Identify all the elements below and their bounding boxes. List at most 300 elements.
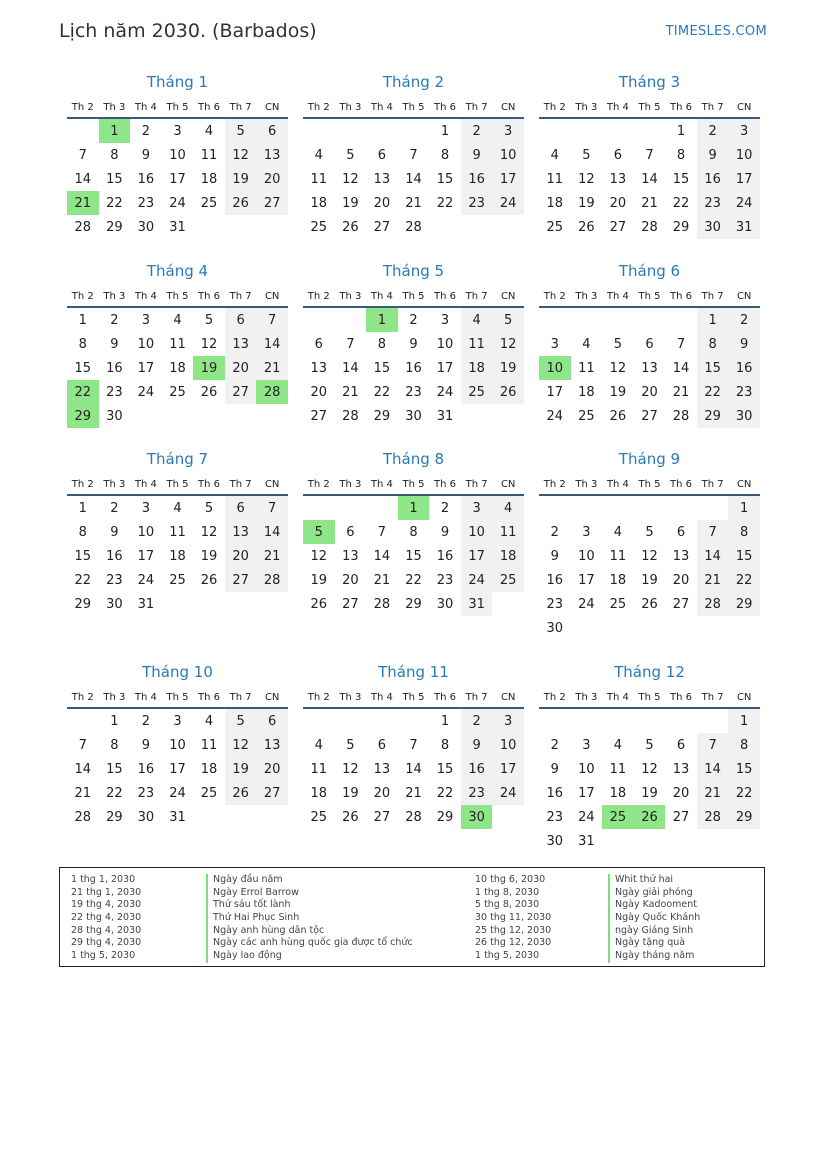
day-cell[interactable]: 7 xyxy=(645,147,654,163)
day-cell[interactable]: 21 xyxy=(74,785,92,801)
day-cell[interactable]: 2 xyxy=(110,500,119,516)
day-cell[interactable]: 7 xyxy=(346,336,355,352)
day-cell[interactable]: 6 xyxy=(377,737,387,753)
day-cell[interactable]: 10 xyxy=(137,336,155,352)
day-cell[interactable]: 30 xyxy=(697,215,729,239)
day-cell[interactable]: 9 xyxy=(728,332,760,356)
day-cell[interactable]: 14 xyxy=(405,761,422,777)
day-cell[interactable]: 12 xyxy=(641,761,658,777)
day-cell[interactable]: 12 xyxy=(225,143,257,167)
day-cell[interactable]: 28 xyxy=(697,592,729,616)
day-cell[interactable]: 2 xyxy=(550,737,559,753)
day-cell[interactable]: 20 xyxy=(225,544,257,568)
day-cell[interactable]: 11 xyxy=(200,737,218,753)
day-cell[interactable]: 1 xyxy=(99,118,131,143)
day-cell[interactable]: 16 xyxy=(436,548,454,564)
day-cell[interactable]: 22 xyxy=(436,785,454,801)
day-cell[interactable]: 26 xyxy=(342,809,359,825)
day-cell[interactable]: 1 xyxy=(366,307,398,332)
day-cell[interactable]: 16 xyxy=(697,167,729,191)
day-cell[interactable]: 25 xyxy=(169,572,186,588)
day-cell[interactable]: 22 xyxy=(728,568,760,592)
day-cell[interactable]: 19 xyxy=(641,785,658,801)
day-cell[interactable]: 10 xyxy=(169,147,186,163)
day-cell[interactable]: 29 xyxy=(106,219,123,235)
day-cell[interactable]: 29 xyxy=(405,596,422,612)
day-cell[interactable]: 7 xyxy=(256,495,288,520)
day-cell[interactable]: 11 xyxy=(169,336,186,352)
day-cell[interactable]: 5 xyxy=(303,520,335,544)
day-cell[interactable]: 22 xyxy=(405,572,422,588)
day-cell[interactable]: 8 xyxy=(78,336,87,352)
day-cell[interactable]: 11 xyxy=(310,761,328,777)
day-cell[interactable]: 31 xyxy=(436,408,454,424)
day-cell[interactable]: 21 xyxy=(373,572,391,588)
day-cell[interactable]: 18 xyxy=(578,384,595,400)
day-cell[interactable]: 23 xyxy=(137,195,155,211)
day-cell[interactable]: 23 xyxy=(728,380,760,404)
day-cell[interactable]: 27 xyxy=(373,809,391,825)
day-cell[interactable]: 26 xyxy=(492,380,524,404)
day-cell[interactable]: 13 xyxy=(225,520,257,544)
day-cell[interactable]: 10 xyxy=(539,356,571,380)
day-cell[interactable]: 3 xyxy=(173,713,182,729)
day-cell[interactable]: 15 xyxy=(436,171,454,187)
day-cell[interactable]: 23 xyxy=(546,596,564,612)
day-cell[interactable]: 5 xyxy=(582,147,591,163)
day-cell[interactable]: 13 xyxy=(641,360,658,376)
day-cell[interactable]: 22 xyxy=(106,785,123,801)
day-cell[interactable]: 17 xyxy=(169,171,186,187)
day-cell[interactable]: 12 xyxy=(609,360,627,376)
day-cell[interactable]: 8 xyxy=(440,147,450,163)
day-cell[interactable]: 23 xyxy=(461,781,493,805)
day-cell[interactable]: 1 xyxy=(440,713,450,729)
day-cell[interactable]: 2 xyxy=(141,713,151,729)
day-cell[interactable]: 9 xyxy=(409,336,418,352)
day-cell[interactable]: 23 xyxy=(697,191,729,215)
day-cell[interactable]: 1 xyxy=(110,713,119,729)
day-cell[interactable]: 22 xyxy=(106,195,123,211)
day-cell[interactable]: 9 xyxy=(697,143,729,167)
day-cell[interactable]: 26 xyxy=(634,805,666,829)
day-cell[interactable]: 10 xyxy=(492,733,524,757)
day-cell[interactable]: 6 xyxy=(377,147,387,163)
day-cell[interactable]: 24 xyxy=(169,195,186,211)
day-cell[interactable]: 8 xyxy=(728,733,760,757)
day-cell[interactable]: 21 xyxy=(672,384,690,400)
day-cell[interactable]: 4 xyxy=(204,123,214,139)
day-cell[interactable]: 28 xyxy=(256,568,288,592)
day-cell[interactable]: 12 xyxy=(342,761,359,777)
day-cell[interactable]: 13 xyxy=(256,143,288,167)
day-cell[interactable]: 7 xyxy=(377,524,387,540)
day-cell[interactable]: 27 xyxy=(609,219,627,235)
day-cell[interactable]: 4 xyxy=(461,307,493,332)
day-cell[interactable]: 25 xyxy=(310,219,328,235)
day-cell[interactable]: 16 xyxy=(728,356,760,380)
day-cell[interactable]: 7 xyxy=(78,147,87,163)
day-cell[interactable]: 11 xyxy=(609,761,627,777)
day-cell[interactable]: 27 xyxy=(256,781,288,805)
day-cell[interactable]: 5 xyxy=(492,307,524,332)
day-cell[interactable]: 23 xyxy=(106,384,123,400)
day-cell[interactable]: 13 xyxy=(225,332,257,356)
day-cell[interactable]: 14 xyxy=(405,171,422,187)
day-cell[interactable]: 13 xyxy=(256,733,288,757)
day-cell[interactable]: 2 xyxy=(110,312,119,328)
day-cell[interactable]: 30 xyxy=(106,596,123,612)
day-cell[interactable]: 3 xyxy=(582,524,591,540)
day-cell[interactable]: 19 xyxy=(609,384,627,400)
day-cell[interactable]: 17 xyxy=(728,167,760,191)
day-cell[interactable]: 2 xyxy=(461,708,493,733)
day-cell[interactable]: 31 xyxy=(169,219,186,235)
day-cell[interactable]: 8 xyxy=(377,336,387,352)
day-cell[interactable]: 15 xyxy=(697,356,729,380)
day-cell[interactable]: 17 xyxy=(578,785,595,801)
day-cell[interactable]: 29 xyxy=(106,809,123,825)
day-cell[interactable]: 6 xyxy=(346,524,355,540)
day-cell[interactable]: 2 xyxy=(550,524,559,540)
day-cell[interactable]: 28 xyxy=(74,219,92,235)
day-cell[interactable]: 31 xyxy=(578,833,595,849)
day-cell[interactable]: 21 xyxy=(256,356,288,380)
day-cell[interactable]: 2 xyxy=(728,307,760,332)
day-cell[interactable]: 9 xyxy=(110,336,119,352)
day-cell[interactable]: 1 xyxy=(440,123,450,139)
day-cell[interactable]: 21 xyxy=(641,195,658,211)
day-cell[interactable]: 14 xyxy=(74,761,92,777)
day-cell[interactable]: 3 xyxy=(582,737,591,753)
day-cell[interactable]: 29 xyxy=(74,596,92,612)
day-cell[interactable]: 15 xyxy=(106,171,123,187)
day-cell[interactable]: 26 xyxy=(200,572,218,588)
day-cell[interactable]: 6 xyxy=(613,147,623,163)
day-cell[interactable]: 29 xyxy=(436,809,454,825)
day-cell[interactable]: 19 xyxy=(225,757,257,781)
day-cell[interactable]: 24 xyxy=(137,384,155,400)
day-cell[interactable]: 14 xyxy=(74,171,92,187)
day-cell[interactable]: 17 xyxy=(137,360,155,376)
day-cell[interactable]: 9 xyxy=(550,548,559,564)
day-cell[interactable]: 18 xyxy=(310,785,328,801)
day-cell[interactable]: 23 xyxy=(546,809,564,825)
day-cell[interactable]: 13 xyxy=(342,548,359,564)
day-cell[interactable]: 24 xyxy=(728,191,760,215)
day-cell[interactable]: 1 xyxy=(398,495,430,520)
day-cell[interactable]: 28 xyxy=(405,219,422,235)
day-cell[interactable]: 21 xyxy=(405,785,422,801)
day-cell[interactable]: 4 xyxy=(550,147,559,163)
day-cell[interactable]: 28 xyxy=(342,408,359,424)
day-cell[interactable]: 17 xyxy=(546,384,564,400)
day-cell[interactable]: 2 xyxy=(697,118,729,143)
day-cell[interactable]: 21 xyxy=(405,195,422,211)
day-cell[interactable]: 18 xyxy=(546,195,564,211)
day-cell[interactable]: 27 xyxy=(256,191,288,215)
day-cell[interactable]: 4 xyxy=(173,312,182,328)
day-cell[interactable]: 16 xyxy=(546,572,564,588)
day-cell[interactable]: 19 xyxy=(200,548,218,564)
day-cell[interactable]: 8 xyxy=(676,147,686,163)
day-cell[interactable]: 29 xyxy=(728,805,760,829)
day-cell[interactable]: 24 xyxy=(492,781,524,805)
day-cell[interactable]: 17 xyxy=(436,360,454,376)
day-cell[interactable]: 11 xyxy=(546,171,564,187)
day-cell[interactable]: 13 xyxy=(373,171,391,187)
day-cell[interactable]: 17 xyxy=(169,761,186,777)
day-cell[interactable]: 18 xyxy=(169,360,186,376)
day-cell[interactable]: 19 xyxy=(310,572,328,588)
day-cell[interactable]: 2 xyxy=(409,312,418,328)
day-cell[interactable]: 16 xyxy=(405,360,422,376)
day-cell[interactable]: 12 xyxy=(225,733,257,757)
day-cell[interactable]: 9 xyxy=(141,737,151,753)
day-cell[interactable]: 12 xyxy=(310,548,328,564)
day-cell[interactable]: 12 xyxy=(342,171,359,187)
day-cell[interactable]: 4 xyxy=(613,737,623,753)
day-cell[interactable]: 12 xyxy=(200,336,218,352)
day-cell[interactable]: 20 xyxy=(310,384,328,400)
day-cell[interactable]: 4 xyxy=(492,495,524,520)
day-cell[interactable]: 29 xyxy=(672,219,690,235)
day-cell[interactable]: 1 xyxy=(78,312,87,328)
day-cell[interactable]: 5 xyxy=(645,737,654,753)
day-cell[interactable]: 6 xyxy=(645,336,654,352)
day-cell[interactable]: 10 xyxy=(578,548,595,564)
day-cell[interactable]: 18 xyxy=(169,548,186,564)
day-cell[interactable]: 28 xyxy=(641,219,658,235)
day-cell[interactable]: 18 xyxy=(310,195,328,211)
day-cell[interactable]: 20 xyxy=(256,757,288,781)
day-cell[interactable]: 9 xyxy=(550,761,559,777)
day-cell[interactable]: 18 xyxy=(461,356,493,380)
day-cell[interactable]: 30 xyxy=(546,620,564,636)
day-cell[interactable]: 9 xyxy=(141,147,151,163)
day-cell[interactable]: 20 xyxy=(672,572,690,588)
day-cell[interactable]: 7 xyxy=(78,737,87,753)
day-cell[interactable]: 26 xyxy=(225,191,257,215)
day-cell[interactable]: 3 xyxy=(141,312,151,328)
day-cell[interactable]: 24 xyxy=(578,596,595,612)
day-cell[interactable]: 23 xyxy=(106,572,123,588)
day-cell[interactable]: 24 xyxy=(436,384,454,400)
day-cell[interactable]: 8 xyxy=(728,520,760,544)
day-cell[interactable]: 18 xyxy=(609,785,627,801)
day-cell[interactable]: 27 xyxy=(373,219,391,235)
day-cell[interactable]: 26 xyxy=(578,219,595,235)
day-cell[interactable]: 19 xyxy=(342,785,359,801)
day-cell[interactable]: 3 xyxy=(141,500,151,516)
site-link[interactable]: TIMESLES.COM xyxy=(665,24,767,39)
day-cell[interactable]: 22 xyxy=(728,781,760,805)
day-cell[interactable]: 21 xyxy=(342,384,359,400)
day-cell[interactable]: 15 xyxy=(74,360,92,376)
day-cell[interactable]: 9 xyxy=(461,143,493,167)
day-cell[interactable]: 29 xyxy=(67,404,99,428)
day-cell[interactable]: 13 xyxy=(310,360,328,376)
day-cell[interactable]: 23 xyxy=(461,191,493,215)
day-cell[interactable]: 14 xyxy=(373,548,391,564)
day-cell[interactable]: 10 xyxy=(137,524,155,540)
day-cell[interactable]: 26 xyxy=(225,781,257,805)
day-cell[interactable]: 21 xyxy=(256,544,288,568)
day-cell[interactable]: 7 xyxy=(409,737,418,753)
day-cell[interactable]: 25 xyxy=(200,195,218,211)
day-cell[interactable]: 28 xyxy=(672,408,690,424)
day-cell[interactable]: 16 xyxy=(461,167,493,191)
day-cell[interactable]: 21 xyxy=(697,568,729,592)
day-cell[interactable]: 15 xyxy=(74,548,92,564)
day-cell[interactable]: 11 xyxy=(200,147,218,163)
day-cell[interactable]: 1 xyxy=(676,123,686,139)
day-cell[interactable]: 10 xyxy=(436,336,454,352)
day-cell[interactable]: 28 xyxy=(256,380,288,404)
day-cell[interactable]: 20 xyxy=(641,384,658,400)
day-cell[interactable]: 3 xyxy=(492,118,524,143)
day-cell[interactable]: 19 xyxy=(578,195,595,211)
day-cell[interactable]: 20 xyxy=(373,195,391,211)
day-cell[interactable]: 30 xyxy=(405,408,422,424)
day-cell[interactable]: 31 xyxy=(461,592,493,616)
day-cell[interactable]: 22 xyxy=(697,380,729,404)
day-cell[interactable]: 20 xyxy=(342,572,359,588)
day-cell[interactable]: 7 xyxy=(409,147,418,163)
day-cell[interactable]: 31 xyxy=(728,215,760,239)
day-cell[interactable]: 14 xyxy=(342,360,359,376)
day-cell[interactable]: 30 xyxy=(728,404,760,428)
day-cell[interactable]: 19 xyxy=(225,167,257,191)
day-cell[interactable]: 12 xyxy=(641,548,658,564)
day-cell[interactable]: 3 xyxy=(173,123,182,139)
day-cell[interactable]: 4 xyxy=(173,500,182,516)
day-cell[interactable]: 25 xyxy=(169,384,186,400)
day-cell[interactable]: 2 xyxy=(461,118,493,143)
day-cell[interactable]: 11 xyxy=(492,520,524,544)
day-cell[interactable]: 28 xyxy=(405,809,422,825)
day-cell[interactable]: 12 xyxy=(200,524,218,540)
day-cell[interactable]: 5 xyxy=(225,708,257,733)
day-cell[interactable]: 26 xyxy=(200,384,218,400)
day-cell[interactable]: 11 xyxy=(461,332,493,356)
day-cell[interactable]: 6 xyxy=(676,524,686,540)
day-cell[interactable]: 19 xyxy=(342,195,359,211)
day-cell[interactable]: 6 xyxy=(225,495,257,520)
day-cell[interactable]: 16 xyxy=(106,360,123,376)
day-cell[interactable]: 25 xyxy=(546,219,564,235)
day-cell[interactable]: 22 xyxy=(74,572,92,588)
day-cell[interactable]: 6 xyxy=(225,307,257,332)
day-cell[interactable]: 24 xyxy=(578,809,595,825)
day-cell[interactable]: 22 xyxy=(672,195,690,211)
day-cell[interactable]: 5 xyxy=(613,336,623,352)
day-cell[interactable]: 18 xyxy=(200,761,218,777)
day-cell[interactable]: 16 xyxy=(461,757,493,781)
day-cell[interactable]: 26 xyxy=(310,596,328,612)
day-cell[interactable]: 8 xyxy=(697,332,729,356)
day-cell[interactable]: 27 xyxy=(672,809,690,825)
day-cell[interactable]: 14 xyxy=(697,544,729,568)
day-cell[interactable]: 17 xyxy=(492,757,524,781)
day-cell[interactable]: 16 xyxy=(137,761,155,777)
day-cell[interactable]: 8 xyxy=(110,737,119,753)
day-cell[interactable]: 18 xyxy=(200,171,218,187)
day-cell[interactable]: 20 xyxy=(609,195,627,211)
day-cell[interactable]: 5 xyxy=(225,118,257,143)
day-cell[interactable]: 20 xyxy=(256,167,288,191)
day-cell[interactable]: 6 xyxy=(676,737,686,753)
day-cell[interactable]: 1 xyxy=(697,307,729,332)
day-cell[interactable]: 5 xyxy=(645,524,654,540)
day-cell[interactable]: 10 xyxy=(169,737,186,753)
day-cell[interactable]: 30 xyxy=(546,833,564,849)
day-cell[interactable]: 8 xyxy=(440,737,450,753)
day-cell[interactable]: 4 xyxy=(314,737,323,753)
day-cell[interactable]: 10 xyxy=(578,761,595,777)
day-cell[interactable]: 23 xyxy=(436,572,454,588)
day-cell[interactable]: 15 xyxy=(728,544,760,568)
day-cell[interactable]: 16 xyxy=(137,171,155,187)
day-cell[interactable]: 26 xyxy=(609,408,627,424)
day-cell[interactable]: 10 xyxy=(492,143,524,167)
day-cell[interactable]: 27 xyxy=(342,596,359,612)
day-cell[interactable]: 15 xyxy=(672,171,690,187)
day-cell[interactable]: 30 xyxy=(137,809,155,825)
day-cell[interactable]: 24 xyxy=(169,785,186,801)
day-cell[interactable]: 7 xyxy=(697,733,729,757)
day-cell[interactable]: 22 xyxy=(67,380,99,404)
day-cell[interactable]: 25 xyxy=(310,809,328,825)
day-cell[interactable]: 30 xyxy=(106,408,123,424)
day-cell[interactable]: 28 xyxy=(697,805,729,829)
day-cell[interactable]: 19 xyxy=(492,356,524,380)
day-cell[interactable]: 7 xyxy=(676,336,686,352)
day-cell[interactable]: 16 xyxy=(106,548,123,564)
day-cell[interactable]: 2 xyxy=(440,500,450,516)
day-cell[interactable]: 17 xyxy=(461,544,493,568)
day-cell[interactable]: 3 xyxy=(728,118,760,143)
day-cell[interactable]: 24 xyxy=(137,572,155,588)
day-cell[interactable]: 8 xyxy=(78,524,87,540)
day-cell[interactable]: 6 xyxy=(256,708,288,733)
day-cell[interactable]: 16 xyxy=(546,785,564,801)
day-cell[interactable]: 17 xyxy=(492,167,524,191)
day-cell[interactable]: 13 xyxy=(373,761,391,777)
day-cell[interactable]: 2 xyxy=(141,123,151,139)
day-cell[interactable]: 11 xyxy=(310,171,328,187)
day-cell[interactable]: 20 xyxy=(373,785,391,801)
day-cell[interactable]: 20 xyxy=(672,785,690,801)
day-cell[interactable]: 27 xyxy=(225,380,257,404)
day-cell[interactable]: 7 xyxy=(697,520,729,544)
day-cell[interactable]: 19 xyxy=(641,572,658,588)
day-cell[interactable]: 6 xyxy=(314,336,323,352)
day-cell[interactable]: 15 xyxy=(373,360,391,376)
day-cell[interactable]: 13 xyxy=(672,761,690,777)
day-cell[interactable]: 8 xyxy=(409,524,418,540)
day-cell[interactable]: 18 xyxy=(492,544,524,568)
day-cell[interactable]: 26 xyxy=(342,219,359,235)
day-cell[interactable]: 19 xyxy=(193,356,225,380)
day-cell[interactable]: 23 xyxy=(137,785,155,801)
day-cell[interactable]: 31 xyxy=(169,809,186,825)
day-cell[interactable]: 10 xyxy=(728,143,760,167)
day-cell[interactable]: 25 xyxy=(578,408,595,424)
day-cell[interactable]: 1 xyxy=(78,500,87,516)
day-cell[interactable]: 14 xyxy=(256,332,288,356)
day-cell[interactable]: 30 xyxy=(137,219,155,235)
